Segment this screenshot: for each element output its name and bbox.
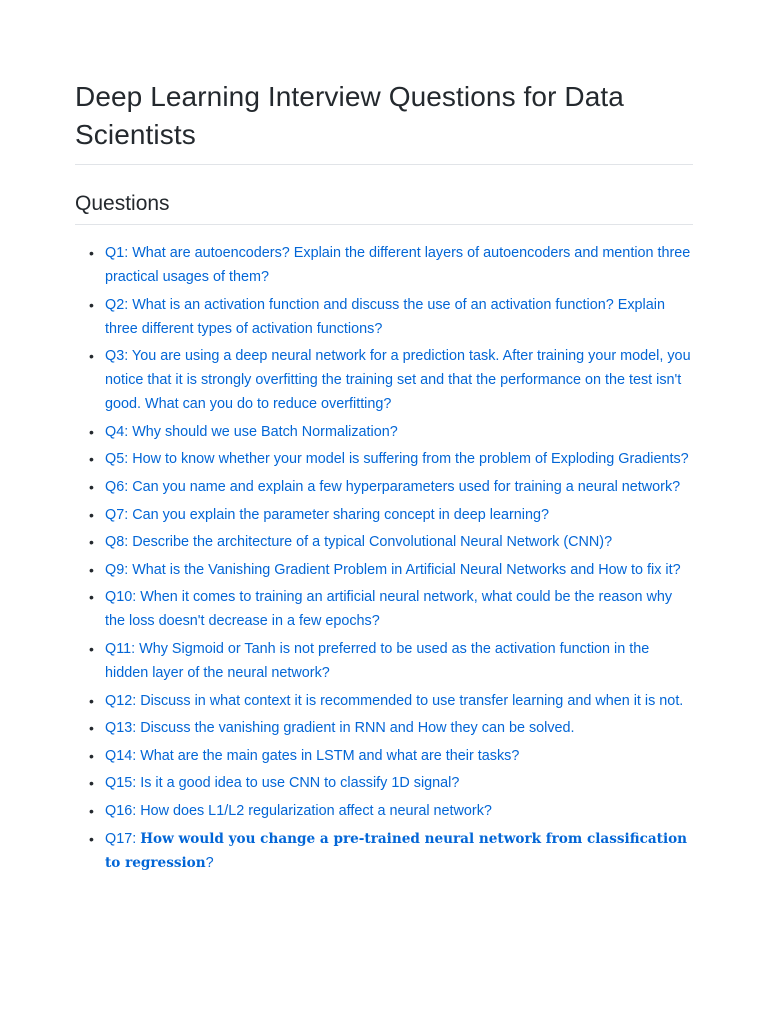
- bullet: •: [89, 534, 94, 551]
- bullet: •: [89, 451, 94, 468]
- section-heading-questions: Questions: [75, 189, 693, 225]
- list-item: [89, 689, 693, 713]
- document-page: [75, 78, 693, 878]
- list-item: [89, 447, 693, 471]
- bullet: •: [89, 296, 94, 313]
- bullet: •: [89, 506, 94, 523]
- list-item: [89, 503, 693, 527]
- bullet: •: [89, 747, 94, 764]
- question-link-q12[interactable]: Q12: Discuss in what context it is recommended to use transfer learning and when it is not.: [105, 692, 684, 709]
- list-item: [89, 344, 693, 416]
- question-link-q16[interactable]: Q16: How does L1/L2 regularization affect a neural network?: [105, 802, 492, 819]
- question-link-q9[interactable]: Q9: What is the Vanishing Gradient Problem in Artificial Neural Networks and How to fix it?: [105, 561, 681, 578]
- bullet: •: [89, 802, 94, 819]
- bullet: •: [89, 348, 94, 365]
- question-17-prefix: Q17:: [105, 830, 141, 847]
- question-link-q5[interactable]: Q5: How to know whether your model is suffering from the problem of Exploding Gradients?: [105, 451, 689, 468]
- list-item: [89, 637, 693, 685]
- question-link-q6[interactable]: Q6: Can you name and explain a few hyperparameters used for training a neural network?: [105, 478, 681, 495]
- list-item: [89, 241, 693, 289]
- question-link-q3[interactable]: Q3: You are using a deep neural network for a prediction task. After training your model, you notice that it is strongly overfitting the training set and that the performance on the test isn't good. What can you do to reduce overfitting?: [105, 348, 691, 413]
- question-link-q17[interactable]: [105, 831, 687, 871]
- bullet: •: [89, 640, 94, 657]
- bullet: •: [89, 423, 94, 440]
- question-link-q13[interactable]: Q13: Discuss the vanishing gradient in RNN and How they can be solved.: [105, 720, 575, 737]
- question-link-q11[interactable]: Q11: Why Sigmoid or Tanh is not preferred to be used as the activation function in the hidden layer of the neural network?: [105, 640, 650, 681]
- list-item: [89, 744, 693, 768]
- question-link-q2[interactable]: Q2: What is an activation function and discuss the use of an activation function? Explain three different types of activation functions?: [105, 296, 665, 337]
- bullet: •: [89, 720, 94, 737]
- list-item: [89, 716, 693, 740]
- list-item: [89, 771, 693, 795]
- list-item: [89, 475, 693, 499]
- list-item: [89, 530, 693, 554]
- question-link-q4[interactable]: Q4: Why should we use Batch Normalization?: [105, 423, 398, 440]
- question-link-q14[interactable]: Q14: What are the main gates in LSTM and what are their tasks?: [105, 747, 520, 764]
- bullet: •: [89, 245, 94, 261]
- questions-list: [75, 241, 693, 875]
- bullet: •: [89, 830, 94, 847]
- list-item: [89, 293, 693, 341]
- question-17-suffix: ?: [205, 854, 214, 871]
- question-link-q1[interactable]: Q1: What are autoencoders? Explain the different layers of autoencoders and mention three practical usages of them?: [105, 245, 691, 285]
- list-item: [89, 827, 693, 875]
- page-title: Deep Learning Interview Questions for Data Scientists: [75, 78, 693, 165]
- bullet: •: [89, 561, 94, 578]
- question-link-q10[interactable]: Q10: When it comes to training an artificial neural network, what could be the reason why the loss doesn't decrease in a few epochs?: [105, 589, 673, 630]
- question-link-q15[interactable]: Q15: Is it a good idea to use CNN to classify 1D signal?: [105, 775, 460, 792]
- bullet: •: [89, 775, 94, 792]
- bullet: •: [89, 692, 94, 709]
- bullet: •: [89, 478, 94, 495]
- list-item: [89, 558, 693, 582]
- question-link-q8[interactable]: Q8: Describe the architecture of a typical Convolutional Neural Network (CNN)?: [105, 534, 613, 551]
- bullet: •: [89, 589, 94, 606]
- list-item: [89, 799, 693, 823]
- question-17-bold-text: How would you change a pre-trained neural network from classification to regression: [105, 830, 688, 871]
- list-item: [89, 420, 693, 444]
- question-link-q7[interactable]: Q7: Can you explain the parameter sharing concept in deep learning?: [105, 506, 549, 523]
- list-item: [89, 585, 693, 633]
